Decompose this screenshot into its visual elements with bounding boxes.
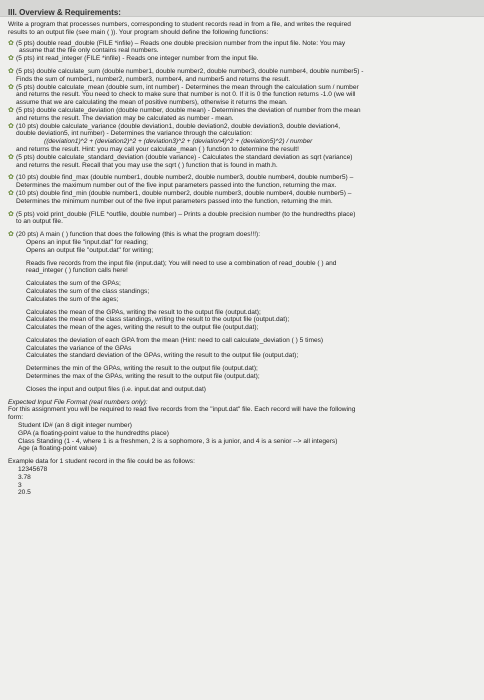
function-line: (5 pts) int read_integer (FILE *infile) - Reads one integer number from the input file. (16, 55, 259, 63)
function-line: (10 pts) double find_min (double number1, double number2, double number3, double number4, double number5) – (16, 189, 352, 197)
function-line: (10 pts) double find_max (double number1, double number2, double number3, double number4, double number5) – (16, 174, 354, 182)
example-title: Example data for 1 student record in the file could be as follows: (8, 458, 195, 466)
main-step: Calculates the deviation of each GPA from the mean (Hint: need to call calculate_deviation ( ) 5 times) (26, 336, 324, 344)
function-line: and returns the result. The deviation may be calculated as number - mean. (16, 114, 234, 122)
function-calculate-mean (8, 84, 476, 107)
main-step: read_integer ( ) function calls here! (26, 267, 128, 275)
function-line: (5 pts) double calculate_standard_deviation (double variance) - Calculates the standard deviation as sqrt (variance) (16, 153, 353, 161)
input-format-title: Expected Input File Format (real numbers only): (8, 398, 148, 406)
main-step: Calculates the sum of the GPAs; (26, 280, 121, 288)
function-calculate-sum (8, 68, 476, 84)
main-step: Reads five records from the input file (input.dat); You will need to use a combination of read_double ( ) and (26, 259, 337, 267)
main-step: Calculates the sum of the ages; (26, 295, 119, 303)
function-line: assume that we are calculating the mean of positive numbers), otherwise it returns the mean. (16, 99, 288, 107)
gear-icon: ✿ (8, 231, 14, 239)
function-line: and returns the result. You need to check to make sure that number is not 0. If it is 0 the function returns -1.0 (we will (16, 91, 356, 99)
gear-icon: ✿ (8, 189, 14, 197)
gear-icon: ✿ (8, 67, 14, 75)
gear-icon: ✿ (8, 210, 14, 218)
function-line: (5 pts) double calculate_mean (double sum, int number) - Determines the mean through the calculation sum / number (16, 83, 359, 91)
function-line: (5 pts) void print_double (FILE *outfile, double number) – Prints a double precision number (to the hundredths place) (16, 210, 356, 218)
example-value: 12345678 (18, 466, 48, 474)
gear-icon: ✿ (8, 55, 14, 63)
variance-formula: ((deviation1)^2 + (deviation2)^2 + (deviation3)^2 + (deviation4)^2 + (deviation5)^2) / number (44, 138, 313, 146)
input-format-desc: form: (8, 414, 24, 422)
input-format-desc: For this assignment you will be required to read five records from the "input.dat" file. Each record will have the following (8, 406, 356, 414)
gear-icon: ✿ (8, 153, 14, 161)
intro-paragraph (8, 21, 476, 37)
section-header (0, 0, 484, 17)
function-line: Finds the sum of number1, number2, number3, number4, and number5 and returns the result. (16, 75, 291, 83)
format-field: GPA (a floating-point value to the hundredths place) (18, 429, 169, 437)
main-step: Calculates the mean of the GPAs, writing the result to the output file (output.dat); (26, 308, 261, 316)
section-title: III. Overview & Requirements: (8, 8, 121, 17)
function-read-double (8, 40, 476, 56)
main-step: Calculates the variance of the GPAs (26, 344, 132, 352)
function-line: assume that the file only contains real numbers. (19, 47, 159, 55)
function-find-min (8, 190, 476, 206)
gear-icon: ✿ (8, 174, 14, 182)
function-line: to an output file. (16, 218, 63, 226)
main-step: Determines the min of the GPAs, writing the result to the output file (output.dat); (26, 365, 258, 373)
function-line: and returns the result. Hint: you may call your calculate_mean ( ) function to determine the result! (16, 145, 299, 153)
document-body (0, 17, 484, 497)
main-step: Calculates the standard deviation of the GPAs, writing the result to the output file (output.dat); (26, 352, 299, 360)
function-line: (20 pts) A main ( ) function that does the following (this is what the program does!!!): (16, 231, 261, 239)
function-calculate-standard-deviation (8, 154, 476, 170)
main-steps (8, 260, 476, 394)
example-value: 3.78 (18, 473, 31, 481)
main-step: Determines the max of the GPAs, writing the result to the output file (output.dat); (26, 373, 260, 381)
intro-line: Write a program that processes numbers, corresponding to student records read in from a file, and writes the required (8, 21, 351, 28)
function-line: Determines the maximum number out of the five input parameters passed into the function, returning the max. (16, 182, 337, 190)
main-step: Closes the input and output files (i.e. input.dat and output.dat) (26, 385, 206, 393)
function-line: double deviation5, int number) - Determines the variance through the calculation: (16, 130, 253, 138)
function-line: Determines the minimum number out of the five input parameters passed into the function, returning the min. (16, 197, 333, 205)
function-read-integer (8, 55, 476, 63)
example-section (8, 458, 476, 497)
intro-line: results to an output file (see main ( )). Your program should define the following functions: (8, 28, 269, 36)
function-line: (5 pts) double read_double (FILE *infile) – Reads one double precision number from the input file. Note: You may (16, 39, 346, 47)
function-print-double (8, 211, 476, 227)
function-line: (5 pts) double calculate_sum (double number1, double number2, double number3, double number4, double number5) - (16, 67, 364, 75)
gear-icon: ✿ (8, 83, 14, 91)
format-field: Age (a floating-point value) (18, 445, 97, 453)
function-calculate-variance (8, 123, 476, 154)
function-line: and returns the result. Recall that you may use the sqrt ( ) function that is found in math.h. (16, 161, 278, 169)
gear-icon: ✿ (8, 106, 14, 114)
example-value: 20.5 (18, 489, 31, 497)
function-line: (5 pts) double calculate_deviation (double number, double mean) - Determines the deviation of number from the mean (16, 106, 361, 114)
function-line: (10 pts) double calculate_variance (double deviation1, double deviation2, double deviation3, double deviation4, (16, 122, 341, 130)
main-step: Calculates the mean of the class standings, writing the result to the output file (output.dat); (26, 316, 290, 324)
function-find-max (8, 174, 476, 190)
main-step: Calculates the mean of the ages, writing the result to the output file (output.dat); (26, 324, 259, 332)
main-step: Opens an output file "output.dat" for writing; (26, 246, 154, 254)
example-value: 3 (18, 481, 22, 489)
main-step: Opens an input file "input.dat" for reading; (26, 238, 148, 246)
format-field: Class Standing (1 - 4, where 1 is a freshmen, 2 is a sophomore, 3 is a junior, and 4 is a senior --> all integers) (18, 437, 338, 445)
gear-icon: ✿ (8, 122, 14, 130)
gear-icon: ✿ (8, 39, 14, 47)
function-main (8, 231, 476, 254)
function-calculate-deviation (8, 107, 476, 123)
input-format-section (8, 399, 476, 454)
format-field: Student ID# (an 8 digit integer number) (18, 422, 132, 430)
main-step: Calculates the sum of the class standings; (26, 287, 150, 295)
